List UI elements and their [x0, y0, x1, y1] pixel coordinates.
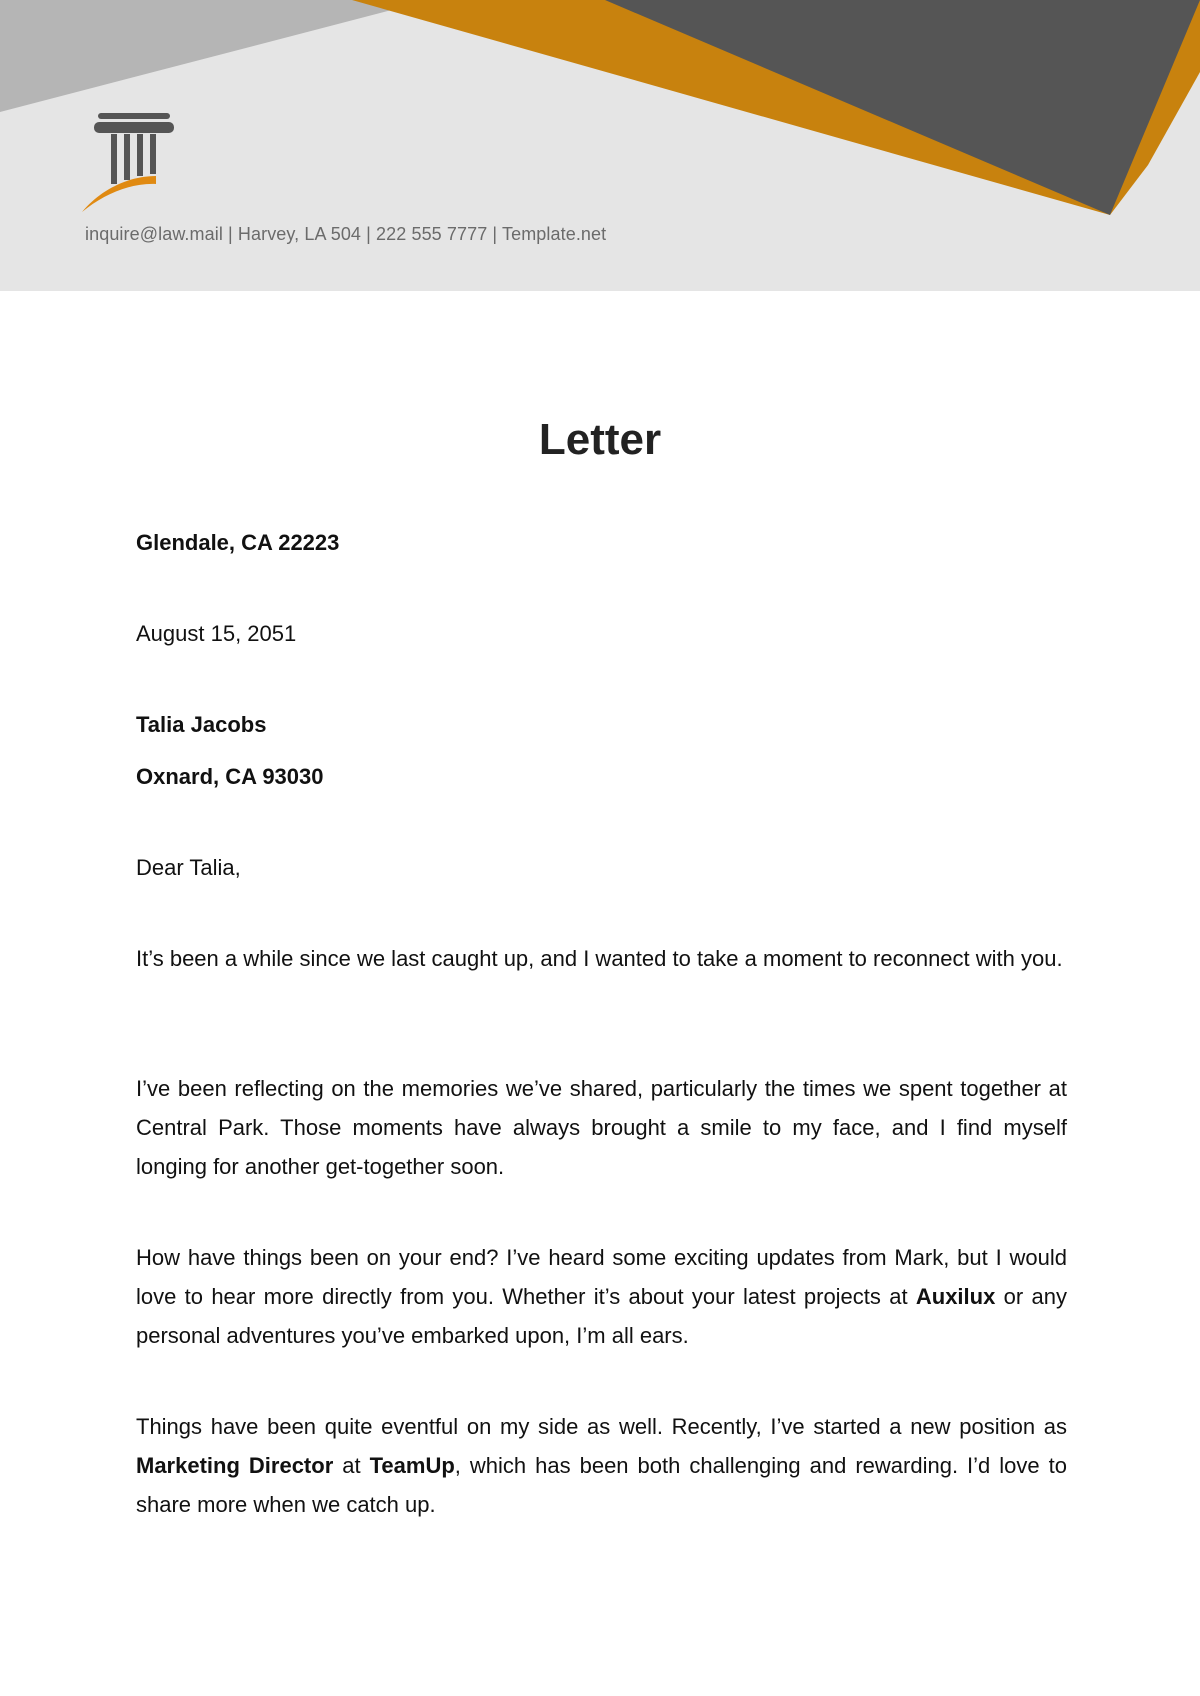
letterhead-header [0, 0, 1200, 291]
letter-date: August 15, 2051 [136, 621, 297, 646]
document-title: Letter [538, 415, 662, 464]
salutation: Dear Talia, [136, 855, 241, 880]
body-paragraph-1: It’s been a while since we last caught up, and I wanted to take a moment to reconnect with you. [136, 946, 1063, 971]
position-title: Marketing Director [136, 1453, 334, 1478]
paragraph-4-text-a: Things have been quite eventful on my side as well. Recently, I’ve started a new position as [136, 1414, 1067, 1439]
paragraph-4-text-b: at [333, 1453, 370, 1478]
header-decoration [0, 0, 1200, 291]
body-paragraph-4 [136, 1407, 1067, 1524]
paragraph-3-text-a: How have things been on your end? I’ve heard some exciting updates from Mark, but I would love to hear more directly from you. Whether it’s about your latest projects at [136, 1245, 1067, 1309]
paragraph-4-text-c: , which has been both challenging and rewarding. I’d love to share more when we catch up. [136, 1453, 1067, 1517]
company-name-auxilux: Auxilux [915, 1284, 996, 1309]
recipient-name: Talia Jacobs [136, 712, 267, 737]
dark-gray-band [605, 0, 1200, 215]
body-paragraph-2: I’ve been reflecting on the memories we’ve shared, particularly the times we spent together at Central Park. Those moments have always brought a smile to my face, and I find myself longing for another get-together soon. [136, 1076, 1067, 1179]
light-gray-band [0, 0, 430, 112]
paragraph-3-text-b: or any personal adventures you’ve embarked upon, I’m all ears. [136, 1284, 1067, 1348]
contact-info: inquire@law.mail | Harvey, LA 504 | 222 555 7777 | Template.net [85, 224, 607, 244]
recipient-address: Oxnard, CA 93030 [136, 764, 324, 789]
pillar-column-icon [80, 108, 180, 218]
company-name-teamup: TeamUp [369, 1453, 455, 1478]
body-paragraph-3 [136, 1238, 1067, 1355]
sender-address: Glendale, CA 22223 [136, 530, 340, 555]
